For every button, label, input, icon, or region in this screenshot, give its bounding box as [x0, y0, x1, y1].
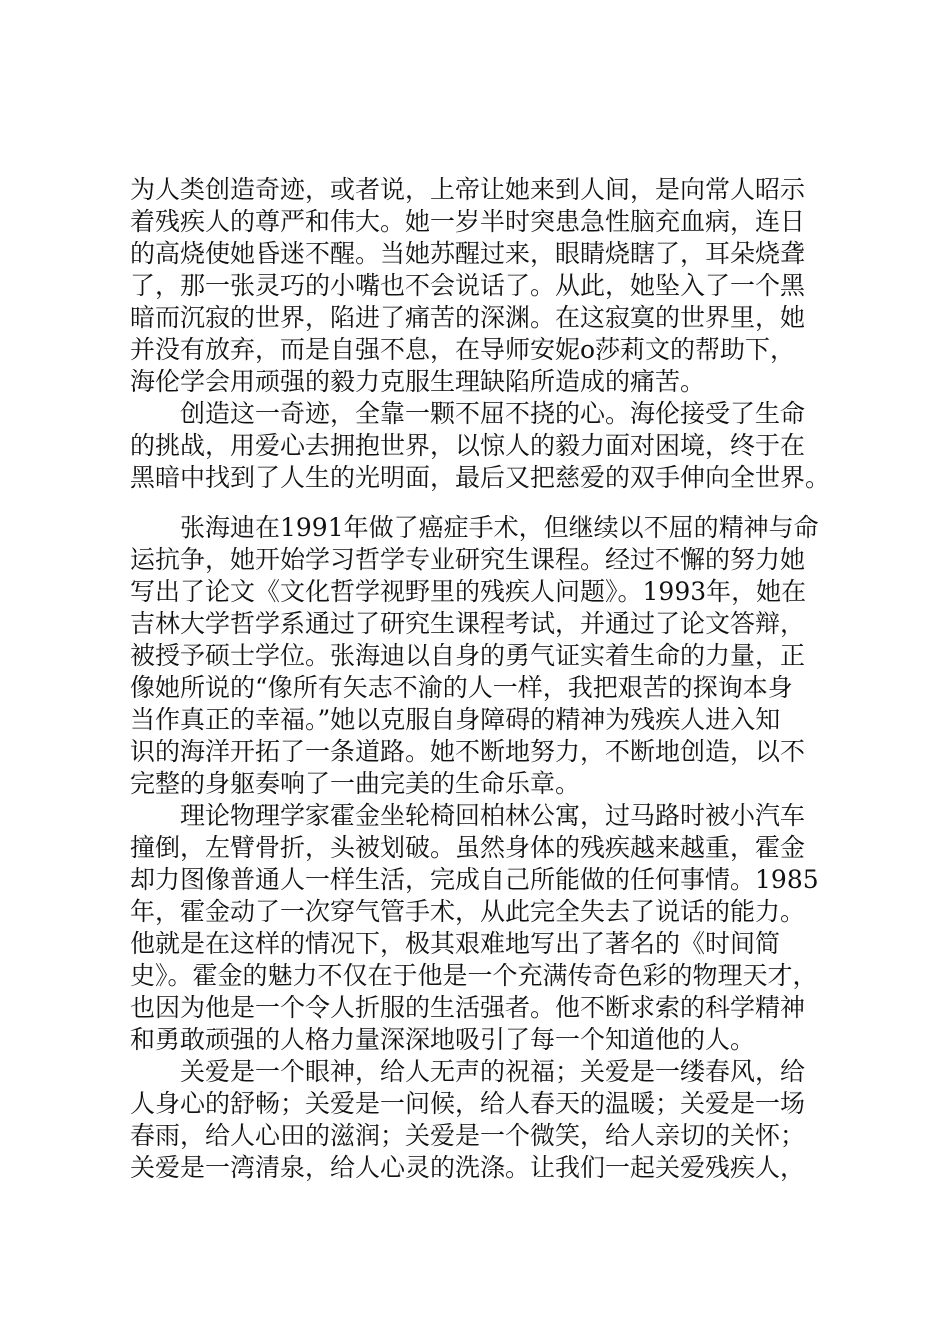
text-line: 了，那一张灵巧的小嘴也不会说话了。从此，她坠入了一个黑 [130, 271, 806, 300]
text-line: 撞倒，左臂骨折，头被划破。虽然身体的残疾越来越重，霍金 [130, 833, 806, 862]
text-line: 识的海洋开拓了一条道路。她不断地努力，不断地创造，以不 [130, 737, 806, 766]
text-line: 暗而沉寂的世界，陷进了痛苦的深渊。在这寂寞的世界里，她 [130, 303, 806, 332]
text-line: 关爱是一湾清泉，给人心灵的洗涤。让我们一起关爱残疾人， [130, 1153, 806, 1182]
text-line: 为人类创造奇迹，或者说，上帝让她来到人间，是向常人昭示 [130, 175, 806, 204]
text-line: 人身心的舒畅；关爱是一问候，给人春天的温暖；关爱是一场 [130, 1089, 806, 1118]
text-block-helen-keller [130, 174, 840, 494]
text-line: 并没有放弃，而是自强不息，在导师安妮ο莎莉文的帮助下， [130, 335, 796, 364]
text-block-zhang-hawking-care [130, 512, 840, 1184]
text-line: 被授予硕士学位。张海迪以自身的勇气证实着生命的力量，正 [130, 641, 806, 670]
text-line: 当作真正的幸福。”她以克服自身障碍的精神为残疾人进入知 [130, 705, 781, 734]
text-line: 春雨，给人心田的滋润；关爱是一个微笑，给人亲切的关怀； [130, 1121, 806, 1150]
text-line: 理论物理学家霍金坐轮椅回柏林公寓，过马路时被小汽车 [180, 801, 806, 830]
text-line: 像她所说的“像所有矢志不渝的人一样，我把艰苦的探询本身 [130, 673, 793, 702]
text-line: 海伦学会用顽强的毅力克服生理缺陷所造成的痛苦。 [130, 367, 706, 396]
text-line: 的高烧使她昏迷不醒。当她苏醒过来，眼睛烧瞎了，耳朵烧聋 [130, 239, 806, 268]
text-line: 的挑战，用爱心去拥抱世界，以惊人的毅力面对困境，终于在 [130, 431, 806, 460]
text-line: 张海迪在1991年做了癌症手术，但继续以不屈的精神与命 [180, 513, 819, 542]
text-line: 完整的身躯奏响了一曲完美的生命乐章。 [130, 769, 581, 798]
text-line: 史》。霍金的魅力不仅在于他是一个充满传奇色彩的物理天才， [130, 961, 818, 990]
text-line: 写出了论文《文化哲学视野里的残疾人问题》。1993年，她在 [130, 577, 807, 606]
text-line: 黑暗中找到了人生的光明面，最后又把慈爱的双手伸向全世界。 [130, 463, 831, 492]
text-line: 却力图像普通人一样生活，完成自己所能做的任何事情。1985 [130, 865, 819, 894]
text-line: 关爱是一个眼神，给人无声的祝福；关爱是一缕春风，给 [180, 1057, 806, 1086]
text-line: 和勇敢顽强的人格力量深深地吸引了每一个知道他的人。 [130, 1025, 756, 1054]
text-line: 创造这一奇迹，全靠一颗不屈不挠的心。海伦接受了生命 [180, 399, 806, 428]
text-line: 也因为他是一个令人折服的生活强者。他不断求索的科学精神 [130, 993, 806, 1022]
text-line: 年，霍金动了一次穿气管手术，从此完全失去了说话的能力。 [130, 897, 806, 926]
text-line: 着残疾人的尊严和伟大。她一岁半时突患急性脑充血病，连日 [130, 207, 806, 236]
text-line: 吉林大学哲学系通过了研究生课程考试，并通过了论文答辩， [130, 609, 806, 638]
text-line: 运抗争，她开始学习哲学专业研究生课程。经过不懈的努力她 [130, 545, 806, 574]
text-line: 他就是在这样的情况下，极其艰难地写出了著名的《时间简 [130, 929, 781, 958]
